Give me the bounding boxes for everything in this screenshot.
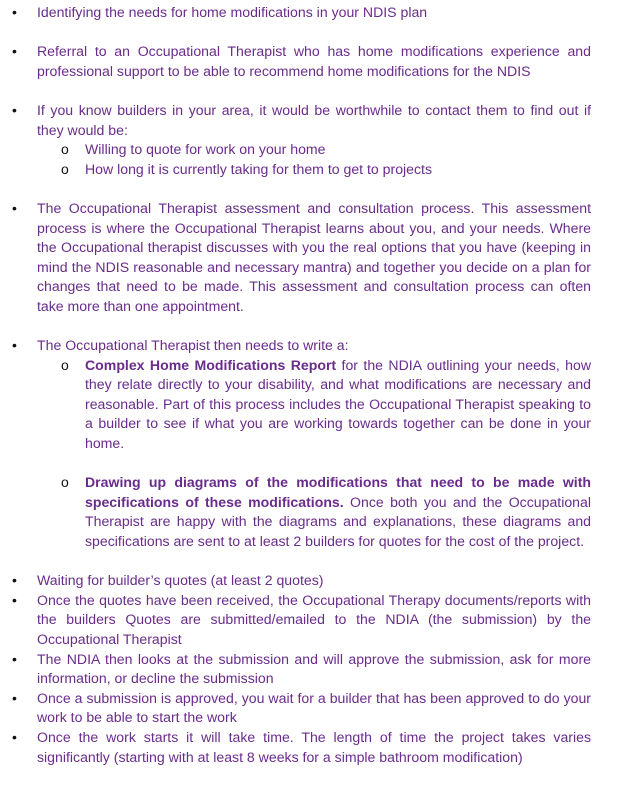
bullet-icon: •	[12, 4, 17, 20]
list-item-text: Once the quotes have been received, the Occupational Therapy documents/reports with the builders Quotes are submitted/emailed to the NDIA (the submission) by the Occupational Therapist	[37, 591, 591, 647]
list-item	[0, 101, 591, 140]
sub-list-item	[0, 140, 591, 160]
list-item-text: Once the work starts it will take time. The length of time the project takes varies significantly (starting with at least 8 weeks for a simple bathroom modification)	[37, 728, 591, 765]
bullet-icon: •	[12, 728, 17, 745]
bullet-icon: •	[12, 689, 17, 706]
circle-bullet-icon: o	[61, 160, 69, 177]
sub-list-item-text: Willing to quote for work on your home	[85, 141, 326, 158]
list-item	[0, 336, 591, 356]
bullet-icon: •	[12, 101, 17, 118]
list-item-text: Waiting for builder’s quotes (at least 2 quotes)	[37, 572, 324, 589]
sub-list-item	[0, 473, 591, 551]
circle-bullet-icon: o	[61, 474, 69, 491]
bullet-icon: •	[12, 591, 17, 608]
sub-list-item-text: for the NDIA outlining your needs, how they relate directly to your disability, and what modifications are necessary and reasonable. Part of this process includes the Occupational Therapist speaking to a builder to see if what you are working towards together can be done in your home.	[85, 356, 591, 452]
sub-list-item-text: How long it is currently taking for them to get to projects	[85, 160, 433, 177]
list-item-text: The Occupational Therapist assessment and consultation process. This assessment process is where the Occupational Therapist learns about you, and your needs. Where the Occupational therapist discusses with you the real options that you have (keeping in mind the NDIS reasonable and necessary mantra) and together you decide on a plan for changes that need to be made. This assessment and consultation process can often take more than one appointment.	[37, 199, 591, 314]
list-item	[0, 650, 591, 689]
bullet-icon: •	[12, 572, 17, 589]
bullet-icon: •	[12, 199, 17, 216]
bullet-icon: •	[12, 650, 17, 667]
list-item	[0, 3, 591, 23]
list-item	[0, 728, 591, 767]
sub-list-item	[0, 160, 591, 180]
list-item	[0, 689, 591, 728]
list-item-text: Referral to an Occupational Therapist who has home modifications experience and professional support to be able to recommend home modifications for the NDIS	[37, 43, 591, 79]
diagrams-title: Drawing up diagrams of the modifications that need to be made with specifications of these modifications.	[85, 474, 591, 510]
list-item-text: The Occupational Therapist then needs to write a:	[37, 337, 349, 354]
report-title: Complex Home Modifications Report	[85, 356, 337, 373]
list-item	[0, 591, 591, 650]
sub-list-item	[0, 356, 591, 454]
list-item	[0, 571, 591, 591]
bullet-icon: •	[12, 43, 17, 60]
bullet-icon: •	[12, 337, 17, 354]
list-item	[0, 42, 591, 81]
list-item	[0, 199, 591, 317]
document-body	[0, 3, 638, 767]
list-item-text: If you know builders in your area, it would be worthwhile to contact them to find out if they would be:	[37, 101, 591, 138]
list-item-text: The NDIA then looks at the submission and will approve the submission, ask for more information, or decline the submission	[37, 650, 591, 687]
sub-list-item-text: Once both you and the Occupational Therapist are happy with the diagrams and explanations, these diagrams and specifications are sent to at least 2 builders for quotes for the cost of the project.	[85, 493, 591, 550]
circle-bullet-icon: o	[61, 356, 69, 373]
circle-bullet-icon: o	[61, 141, 69, 158]
list-item-text: Once a submission is approved, you wait for a builder that has been approved to do your work to be able to start the work	[37, 689, 591, 726]
list-item-text: Identifying the needs for home modifications in your NDIS plan	[37, 4, 428, 20]
